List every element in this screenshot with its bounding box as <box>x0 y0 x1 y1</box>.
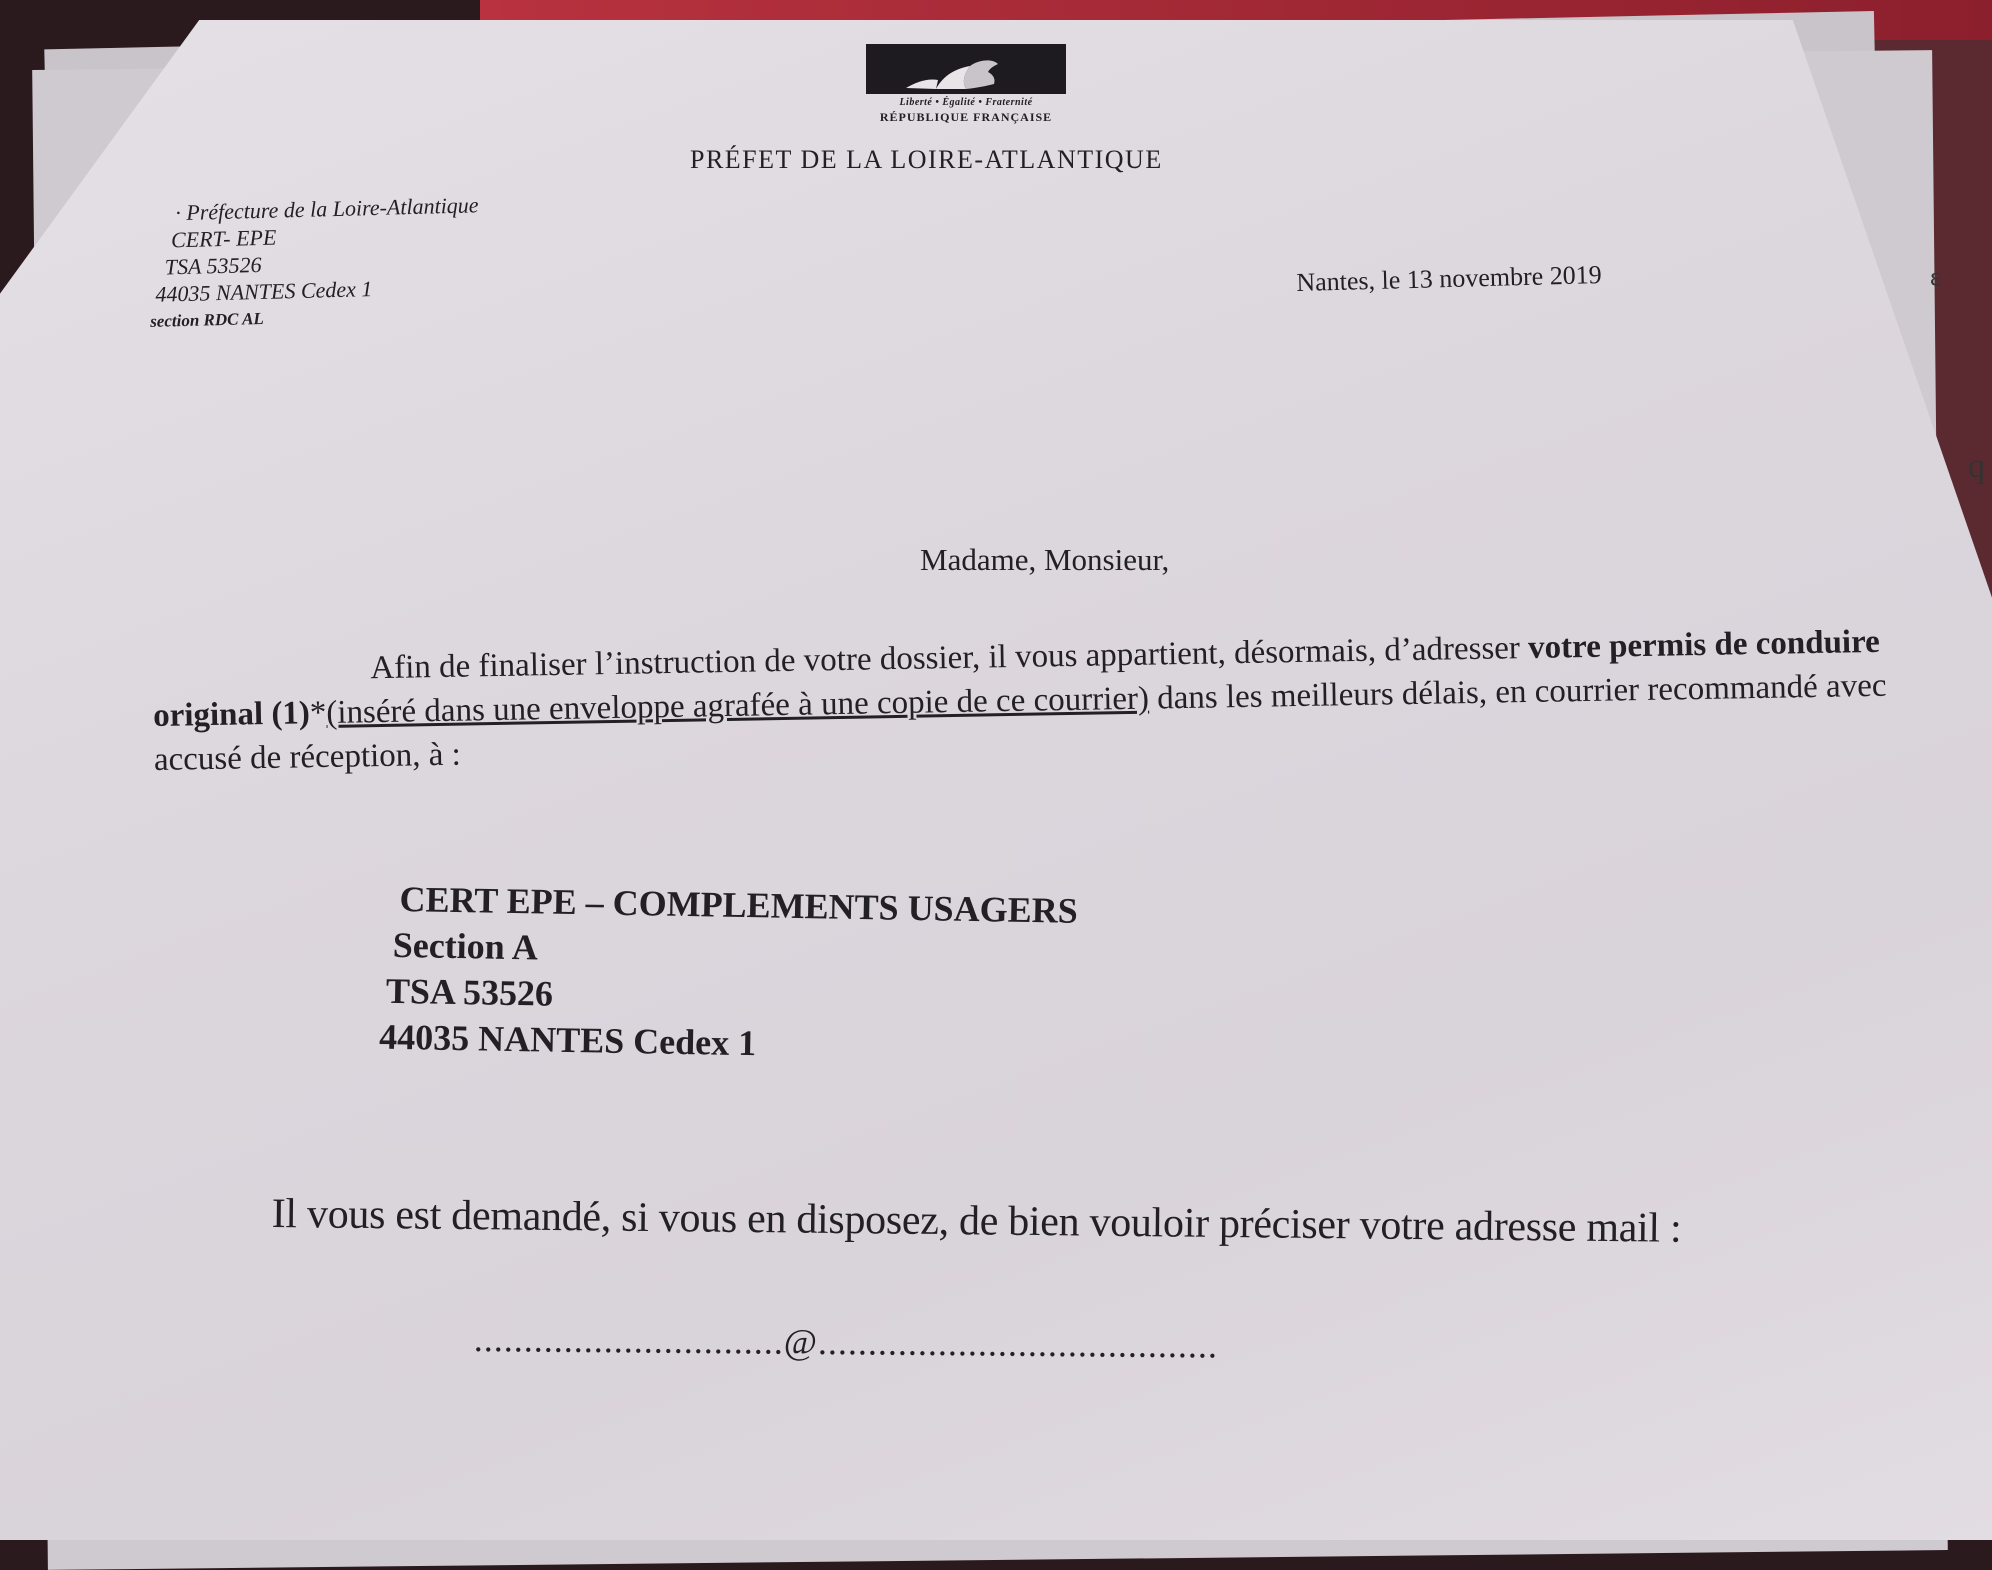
logo-republic: RÉPUBLIQUE FRANÇAISE <box>879 110 1053 124</box>
body-paragraph <box>152 619 1954 782</box>
body-text-2: dans les meilleurs délais, en courrier recommandé avec accusé de réception, à : <box>153 667 1887 778</box>
prefet-title: PRÉFET DE LA LOIRE-ATLANTIQUE <box>690 145 1163 174</box>
address-line: 44035 NANTES Cedex 1 <box>378 1016 757 1064</box>
side-glyph-1: ε <box>1930 262 1941 291</box>
logo-motto: Liberté • Égalité • Fraternité <box>899 97 1033 108</box>
mail-request: Il vous est demandé, si vous en disposez, de bien vouloir préciser votre adresse mail : <box>271 1191 1682 1252</box>
address-line: Section A <box>392 924 539 968</box>
sender-line: · Préfecture de la Loire-Atlantique <box>175 192 479 226</box>
asterisk-mark: * <box>309 694 327 732</box>
body-underlined: (inséré dans une enveloppe agrafée à une copie de ce courrier) <box>326 680 1150 731</box>
marianne-logo <box>866 44 1066 134</box>
body-bold: votre permis de conduire original (1) <box>152 623 1881 734</box>
sender-line: section RDC AL <box>149 308 265 331</box>
email-field[interactable]: ...............................@........................................ <box>473 1319 1219 1366</box>
letter-date: Nantes, le 13 novembre 2019 <box>1296 260 1603 297</box>
body-text-1: Afin de finaliser l’instruction de votre dossier, il vous appartient, désormais, d’adresser <box>370 629 1529 687</box>
marianne-emblem-icon <box>866 44 1066 94</box>
side-glyph-2: q <box>1968 448 1985 485</box>
salutation: Madame, Monsieur, <box>920 542 1170 577</box>
sender-line-text: Préfecture de la Loire-Atlantique <box>186 192 479 225</box>
sender-line: TSA 53526 <box>164 251 262 280</box>
address-line: TSA 53526 <box>385 970 554 1014</box>
recipient-address <box>378 876 1079 1072</box>
address-line: CERT EPE – COMPLEMENTS USAGERS <box>399 878 1079 931</box>
sender-line: CERT- EPE <box>170 224 277 253</box>
sender-line: 44035 NANTES Cedex 1 <box>155 276 373 307</box>
sender-block <box>145 191 482 335</box>
